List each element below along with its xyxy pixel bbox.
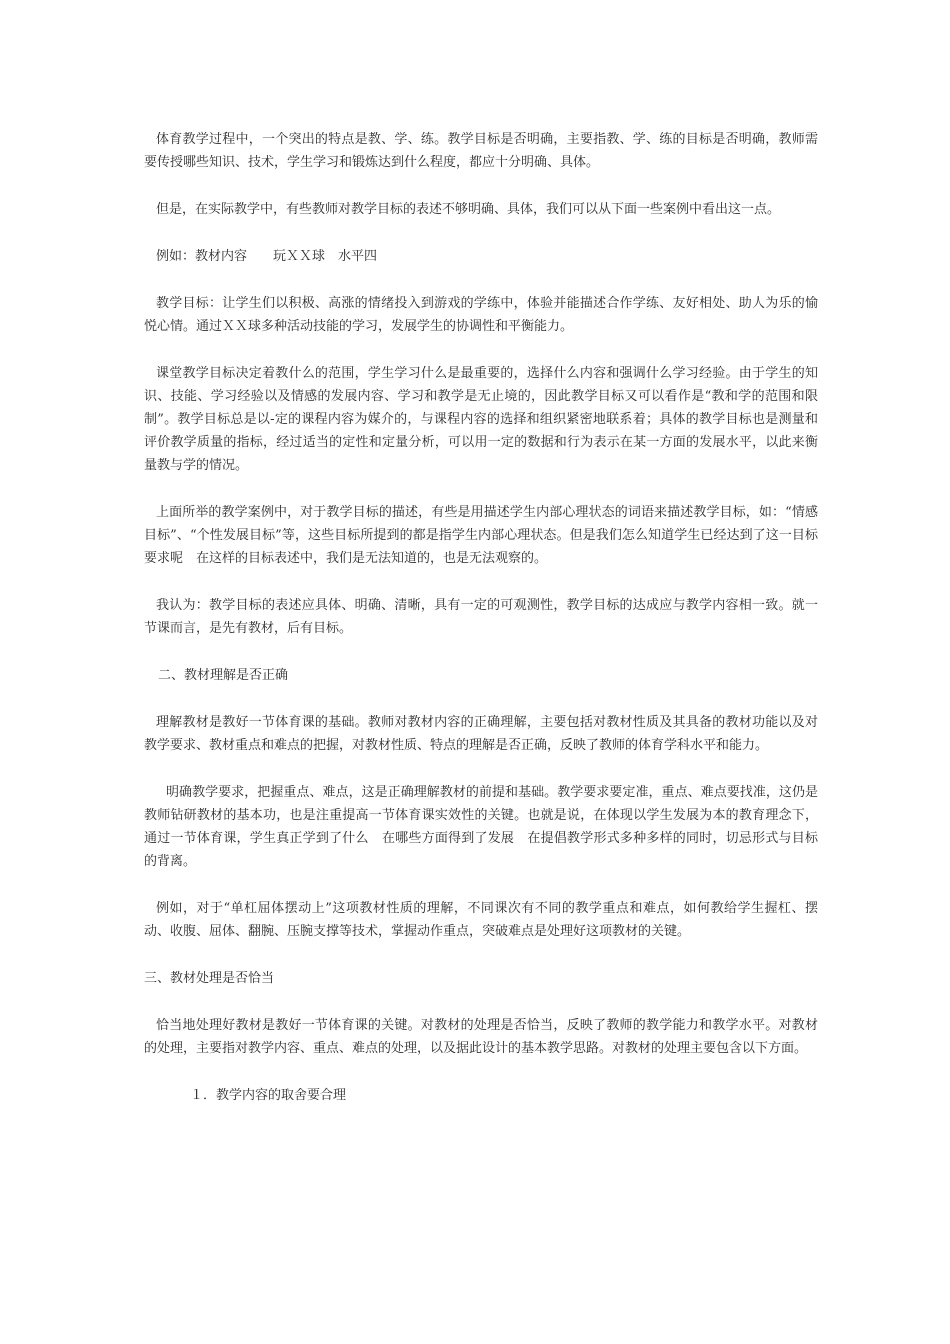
paragraph: 理解教材是教好一节体育课的基础。教师对教材内容的正确理解，主要包括对教材性质及其具备的教材功能以及对教学要求、教材重点和难点的把握，对教材性质、特点的理解是否正确，反映了教师的体育学科水平和能力。: [144, 715, 818, 753]
paragraph: 我认为：教学目标的表述应具体、明确、清晰，具有一定的可观测性，教学目标的达成应与教学内容相一致。就一节课而言，是先有教材，后有目标。: [144, 598, 818, 636]
paragraph: 例如：教材内容 玩ＸＸ球 水平四: [156, 249, 378, 264]
section-heading: 三、教材处理是否恰当: [144, 971, 275, 986]
paragraph: 教学目标：让学生们以积极、高涨的情绪投入到游戏的学练中，体验并能描述合作学练、友好相处、助人为乐的愉悦心情。通过ＸＸ球多种活动技能的学习，发展学生的协调性和平衡能力。: [144, 296, 818, 334]
paragraph: 例如，对于“单杠屈体摆动上”这项教材性质的理解，不同课次有不同的教学重点和难点，如何教给学生握杠、摆动、收腹、屈体、翻腕、压腕支撑等技术，掌握动作重点，突破难点是处理好这项教材的关键。: [144, 901, 818, 939]
paragraph: 课堂教学目标决定着教什么的范围，学生学习什么是最重要的，选择什么内容和强调什么学习经验。由于学生的知识、技能、学习经验以及情感的发展内容、学习和教学是无止境的，因此教学目标又可以看作是“教和学的范围和限制”。教学目标总是以-定的课程内容为媒介的，与课程内容的选择和组织紧密地联系着；具体的教学目标也是测量和评价教学质量的指标，经过适当的定性和定量分析，可以用一定的数据和行为表示在某一方面的发展水平，以此来衡量教与学的情况。: [144, 366, 818, 473]
section-heading: 二、教材理解是否正确: [158, 668, 289, 683]
paragraph: 但是，在实际教学中，有些教师对教学目标的表述不够明确、具体，我们可以从下面一些案例中看出这一点。: [156, 202, 781, 217]
paragraph: 恰当地处理好教材是教好一节体育课的关键。对教材的处理是否恰当，反映了教师的教学能力和教学水平。对教材的处理，主要指对教学内容、重点、难点的处理，以及据此设计的基本教学思路。对教材的处理主要包含以下方面。: [144, 1018, 818, 1056]
document-page: [144, 128, 818, 1107]
paragraph: 上面所举的教学案例中，对于教学目标的描述，有些是用描述学生内部心理状态的词语来描述教学目标，如：“情感目标”、“个性发展目标”等，这些目标所提到的都是指学生内部心理状态。但是我们怎么知道学生已经达到了这一目标要求呢 在这样的目标表述中，我们是无法知道的，也是无法观察的。: [144, 505, 818, 566]
list-item: １．教学内容的取舍要合理: [190, 1088, 347, 1103]
paragraph: 体育教学过程中，一个突出的特点是教、学、练。教学目标是否明确，主要指教、学、练的目标是否明确，教师需要传授哪些知识、技术，学生学习和锻炼达到什么程度，都应十分明确、具体。: [144, 132, 818, 170]
paragraph: 明确教学要求，把握重点、难点，这是正确理解教材的前提和基础。教学要求要定准，重点、难点要找准，这仍是教师钻研教材的基本功，也是注重提高一节体育课实效性的关键。也就是说，在体现以学生发展为本的教育理念下，通过一节体育课，学生真正学到了什么 在哪些方面得到了发展 在提倡教学形式多种多样的同时，切忌形式与目标的背离。: [144, 785, 818, 869]
